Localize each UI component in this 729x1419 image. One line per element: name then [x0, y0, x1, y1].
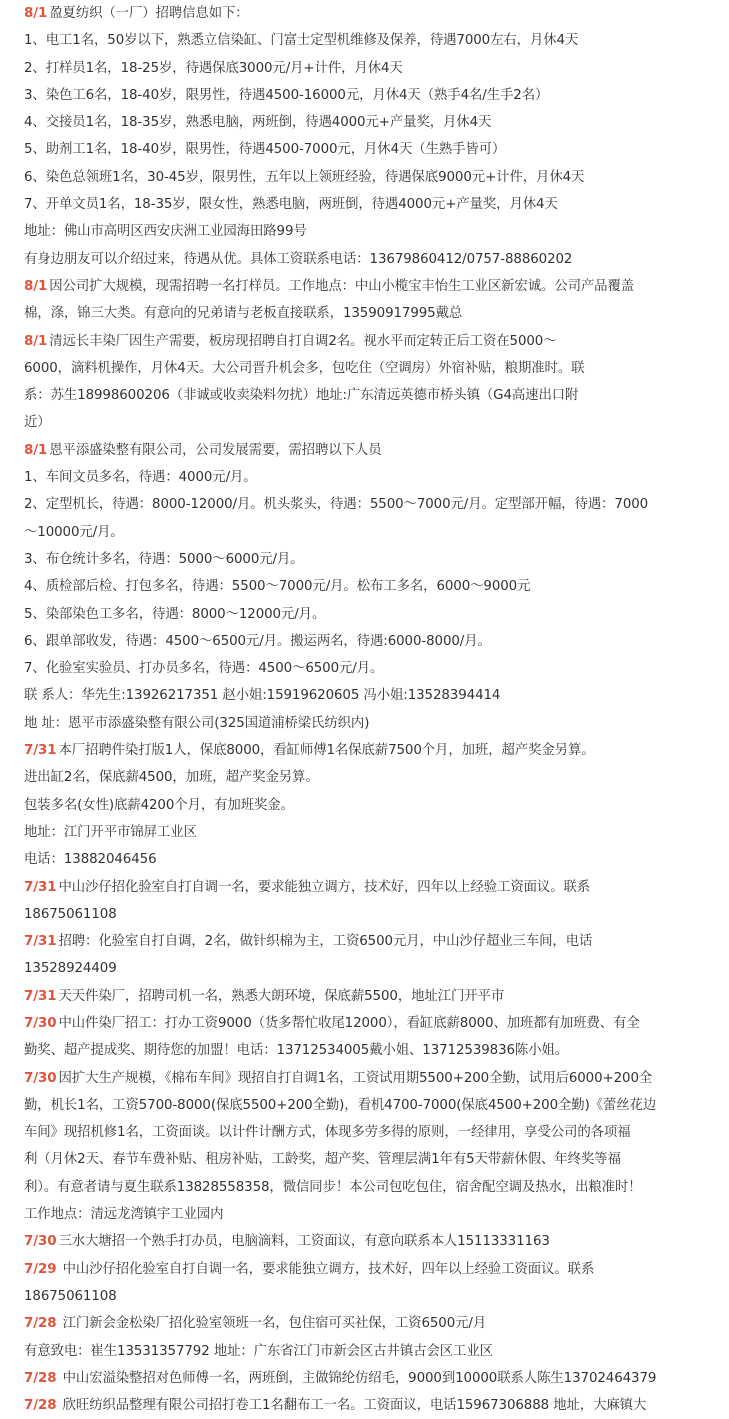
posting-text: 三水大塘招一个熟手打办员，电脑滴料，工资面议，有意向联系本人15113331163: [58, 1234, 550, 1250]
posting-text: 6、跟单部收发，待遇：4500～6500元/月。搬运两名，待遇:6000-8000/月。: [24, 633, 491, 649]
posting-text: 5、染部染色工多名，待遇：8000～12000元/月。: [24, 606, 326, 622]
posting-text: 6000，滴料机操作，月休4天。大公司晋升机会多，包吃住（空调房）外宿补贴，粮期准时。联: [24, 360, 585, 376]
posting-text: ～10000元/月。: [24, 524, 124, 540]
posting-text-line: [24, 1201, 707, 1228]
posting-text: 中山沙仔招化验室自打自调一名，要求能独立调方，技术好，四年以上经验工资面议。联系: [58, 1261, 595, 1277]
posting-text: 地址：佛山市高明区西安庆洲工业园海田路99号: [24, 224, 307, 240]
posting-text-line: [24, 682, 707, 709]
posting-text: 棉，涤，锦三大类。有意向的兄弟请与老板直接联系，13590917995戴总: [24, 306, 463, 322]
posting-text: 电话：13882046456: [24, 852, 157, 868]
posting-header-line: [24, 1310, 707, 1337]
posting-text: 勤，机长1名，工资5700-8000(保底5500+200全勤)，看机4700-7000(保底4500+200全勤)《蕾丝花边: [24, 1097, 657, 1113]
posting-text: 江门新会金松染厂招化验室领班一名，包住宿可买社保，工资6500元/月: [58, 1316, 487, 1332]
posting-text: 盈夏纺织（一厂）招聘信息如下：: [49, 6, 249, 21]
posting-text-line: [24, 27, 707, 54]
posting-date: 8/1: [24, 333, 48, 349]
posting-text-line: [24, 901, 707, 928]
posting-text: 7、开单文员1名，18-35岁，限女性，熟悉电脑，两班倒，待遇4000元+产量奖，月休4天: [24, 197, 558, 213]
posting-text: 天天件染厂，招聘司机一名，熟悉大朗环境，保底薪5500，地址江门开平市: [58, 988, 505, 1004]
posting-text: 3、染色工6名，18-40岁，限男性，待遇4500-16000元，月休4天（熟手4名/生手2名）: [24, 87, 549, 103]
posting-text: 中山沙仔招化验室自打自调一名，要求能独立调方，技术好，四年以上经验工资面议。联系: [58, 879, 591, 895]
posting-header-line: [24, 1065, 707, 1092]
posting-text-line: [24, 409, 707, 436]
posting-date: 7/31: [24, 743, 57, 759]
posting-text: 有身边朋友可以介绍过来，待遇从优。具体工资联系电话：13679860412/0757-88860202: [24, 251, 573, 267]
posting-text-line: [24, 55, 707, 82]
posting-date: 7/30: [24, 1015, 57, 1031]
posting-text-line: [24, 1146, 707, 1173]
posting-text-line: [24, 819, 707, 846]
posting-text: 因扩大生产规模，《棉布车间》现招自打自调1名，工资试用期5500+200全勤，试用后6000+200全: [58, 1070, 653, 1086]
posting-text-line: [24, 710, 707, 737]
posting-text: 勤奖、超产提成奖、期待您的加盟！电话：13712534005戴小姐、13712539836陈小姐。: [24, 1043, 569, 1059]
posting-text: 本厂招聘件染打版1人，保底8000，看缸师傅1名保底薪7500个月，加班，超产奖金另算。: [58, 743, 595, 759]
posting-text: 进出缸2名，保底薪4500，加班，超产奖金另算。: [24, 770, 319, 786]
posting-text: 18675061108: [24, 906, 117, 922]
posting-text: 地址：江门开平市锦屏工业区: [24, 824, 197, 840]
posting-date: 7/31: [24, 879, 57, 895]
posting-text-line: [24, 164, 707, 191]
posting-text: 清远长丰染厂因生产需要，板房现招聘自打自调2名。视水平而定转正后工资在5000～: [49, 333, 557, 349]
posting-text-line: [24, 136, 707, 163]
posting-header-line: [24, 928, 707, 955]
posting-header-line: [24, 983, 707, 1010]
posting-text: 利）。有意者请与夏生联系13828558358，微信同步！本公司包吃包住，宿舍配空调及热水，出粮准时！: [24, 1179, 642, 1195]
posting-text: 中山件染厂招工：打办工资9000（货多帮忙收尾12000），看缸底薪8000、加班都有加班费、有全: [58, 1015, 640, 1031]
posting-date: 8/1: [24, 442, 48, 458]
posting-text-line: [24, 1119, 707, 1146]
posting-text: 中山宏溢染整招对色师傅一名，两班倒，主做锦纶仿绍毛，9000到10000联系人陈生13702464379: [58, 1370, 657, 1386]
posting-text-line: [24, 1338, 707, 1365]
posting-header-line: [24, 1256, 707, 1283]
posting-text: 13528924409: [24, 961, 117, 977]
posting-text-line: [24, 955, 707, 982]
posting-text-line: [24, 846, 707, 873]
posting-header-line: [24, 0, 707, 27]
posting-date: 8/1: [24, 278, 48, 294]
posting-text: 18675061108: [24, 1288, 117, 1304]
posting-text-line: [24, 355, 707, 382]
posting-text-line: [24, 601, 707, 628]
posting-date: 7/30: [24, 1070, 57, 1086]
posting-date: 8/1: [24, 6, 48, 21]
posting-header-line: [24, 437, 707, 464]
posting-text: 4、质检部后检、打包多名，待遇：5500～7000元/月。松布工多名，6000～9000元: [24, 579, 531, 595]
posting-text: 系：苏生18998600206（非诚或收卖染料勿扰）地址:广东清远英德市桥头镇（G4高速出口附: [24, 388, 579, 404]
posting-header-line: [24, 328, 707, 355]
posting-text-line: [24, 1037, 707, 1064]
posting-text: 因公司扩大规模，现需招聘一名打样员。工作地点：中山小榄宝丰怡生工业区新宏诚。公司产品覆盖: [49, 278, 635, 294]
posting-text: 利（月休2天、春节车费补贴、租房补贴，工龄奖，超产奖、管理层满1年有5天带薪休假、年终奖等福: [24, 1152, 621, 1168]
posting-text-line: [24, 246, 707, 273]
posting-header-line: [24, 273, 707, 300]
posting-text: 1、电工1名，50岁以下，熟悉立信染缸、门富士定型机维修及保养，待遇7000左右，月休4天: [24, 33, 579, 49]
posting-header-line: [24, 1392, 707, 1419]
posting-date: 7/31: [24, 988, 57, 1004]
posting-header-line: [24, 737, 707, 764]
posting-text-line: [24, 628, 707, 655]
posting-text: 车间》现招机修1名，工资面谈。以计件计酬方式，体现多劳多得的原则，一经律用，享受公司的各项福: [24, 1125, 631, 1141]
posting-text: 3、布仓统计多名，待遇：5000～6000元/月。: [24, 551, 304, 567]
posting-text: 5、助剂工1名，18-40岁，限男性，待遇4500-7000元，月休4天（生熟手皆可）: [24, 142, 506, 158]
posting-text: 有意致电：崔生13531357792 地址：广东省江门市新会区古井镇古会区工业区: [24, 1343, 493, 1359]
posting-header-line: [24, 1010, 707, 1037]
posting-text: 2、定型机长，待遇：8000-12000/月。机头浆头，待遇：5500～7000元/月。定型部开幅，待遇：7000: [24, 497, 649, 513]
posting-text-line: [24, 792, 707, 819]
posting-text: 包装多名(女性)底薪4200个月，有加班奖金。: [24, 797, 294, 813]
posting-header-line: [24, 1228, 707, 1255]
posting-text: 1、车间文员多名，待遇：4000元/月。: [24, 470, 257, 486]
posting-text-line: [24, 573, 707, 600]
posting-text: 恩平添盛染整有限公司，公司发展需要，需招聘以下人员: [49, 442, 382, 458]
posting-text: 联 系人：华先生:13926217351 赵小姐:15919620605 冯小姐:13528394414: [24, 688, 501, 704]
posting-text-line: [24, 300, 707, 327]
posting-text: 近）: [24, 415, 51, 431]
posting-date: 7/31: [24, 934, 57, 950]
posting-date: 7/28: [24, 1398, 57, 1414]
posting-text-line: [24, 109, 707, 136]
posting-date: 7/28: [24, 1316, 57, 1332]
posting-text-line: [24, 519, 707, 546]
posting-text-line: [24, 191, 707, 218]
posting-date: 7/28: [24, 1370, 57, 1386]
posting-text-line: [24, 82, 707, 109]
posting-header-line: [24, 1365, 707, 1392]
posting-text-line: [24, 764, 707, 791]
posting-text-line: [24, 1283, 707, 1310]
posting-header-line: [24, 874, 707, 901]
posting-text-line: [24, 1092, 707, 1119]
posting-text: 地 址：恩平市添盛染整有限公司(325国道浦桥梁氏纺织内): [24, 715, 370, 731]
posting-date: 7/29: [24, 1261, 57, 1277]
posting-text-line: [24, 218, 707, 245]
posting-text-line: [24, 491, 707, 518]
posting-date: 7/30: [24, 1234, 57, 1250]
posting-text: 7、化验室实验员、打办员多名，待遇：4500～6500元/月。: [24, 661, 384, 677]
posting-text-line: [24, 464, 707, 491]
posting-text-line: [24, 1174, 707, 1201]
posting-text: 2、打样员1名，18-25岁，待遇保底3000元/月+计件，月休4天: [24, 60, 403, 76]
posting-text: 招聘：化验室自打自调，2名，做针织棉为主，工资6500元月，中山沙仔超业三车间，电话: [58, 934, 593, 950]
posting-text-line: [24, 546, 707, 573]
posting-text: 工作地点：清远龙湾镇宇工业园内: [24, 1207, 224, 1223]
posting-text: 欣旺纺织品整理有限公司招打卷工1名翻布工一名。工资面议，电话15967306888 地址，大麻镇大: [58, 1398, 647, 1414]
posting-text: 4、交接员1名，18-35岁，熟悉电脑，两班倒，待遇4000元+产量奖，月休4天: [24, 115, 492, 131]
posting-text-line: [24, 382, 707, 409]
posting-text: 6、染色总领班1名，30-45岁，限男性，五年以上领班经验，待遇保底9000元+计件，月休4天: [24, 169, 585, 185]
posting-text-line: [24, 655, 707, 682]
